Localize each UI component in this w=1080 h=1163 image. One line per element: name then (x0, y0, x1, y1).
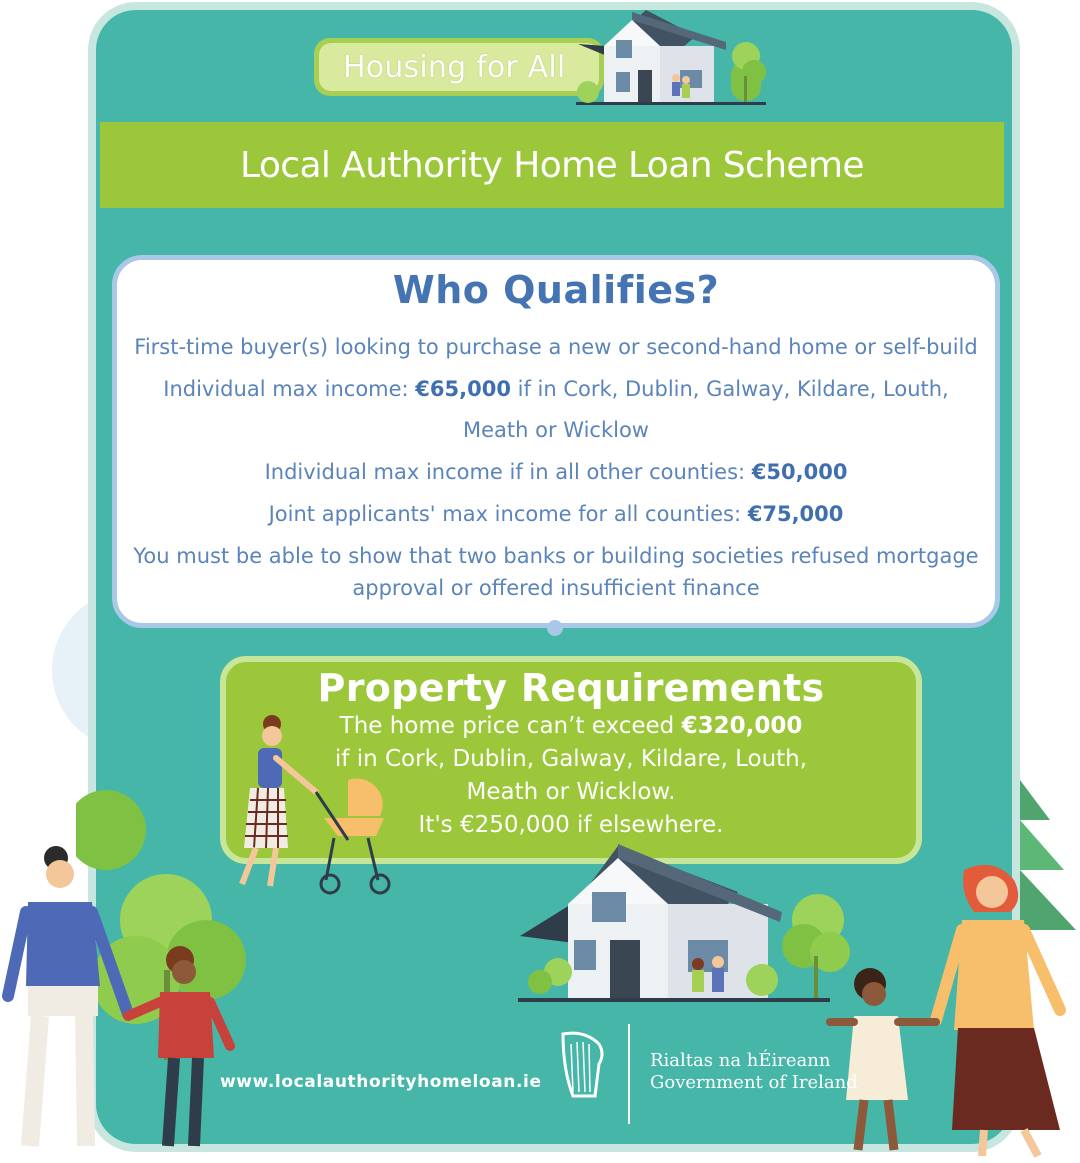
house-icon (576, 6, 776, 110)
property-line-counties-2: Meath or Wicklow. (466, 779, 676, 805)
qualifies-line2-amount: €65,000 (415, 377, 511, 401)
qualifies-line4-prefix: Individual max income if in all other counties: (264, 460, 752, 484)
footer-divider (628, 1024, 630, 1124)
qualifies-line4-amount: €50,000 (751, 460, 848, 484)
who-qualifies-card (112, 255, 1000, 628)
property-line-elsewhere: It's €250,000 if elsewhere. (418, 812, 724, 838)
website-link[interactable]: www.localauthorityhomeloan.ie (220, 1072, 542, 1092)
house-large-icon (518, 840, 858, 1012)
qualifies-line-insufficient-finance: approval or offered insufficient finance (352, 576, 760, 600)
harp-icon (555, 1030, 607, 1100)
card-connector-dot (547, 620, 563, 636)
qualifies-line2-prefix: Individual max income: (163, 377, 416, 401)
qualifies-line-first-time-buyer: First-time buyer(s) looking to purchase a new or second-hand home or self-build (134, 335, 978, 359)
housing-for-all-label: Housing for All (343, 49, 566, 85)
qualifies-line5-amount: €75,000 (747, 502, 844, 526)
property-line-counties: if in Cork, Dublin, Galway, Kildare, Louth, (334, 746, 808, 772)
scheme-title: Local Authority Home Loan Scheme (240, 144, 864, 186)
scheme-banner (100, 122, 1004, 208)
property-requirements-title: Property Requirements (317, 666, 825, 710)
housing-for-all-badge-inner (319, 43, 599, 91)
housing-for-all-badge (314, 38, 604, 96)
qualifies-line-joint-income (117, 501, 995, 527)
who-qualifies-title: Who Qualifies? (392, 268, 720, 312)
family-icon (0, 846, 240, 1158)
qualifies-line5-prefix: Joint applicants' max income for all counties: (268, 502, 748, 526)
qualifies-line-counties: Meath or Wicklow (463, 418, 649, 442)
property-line1-amount: €320,000 (681, 713, 803, 739)
property-line1-prefix: The home price can’t exceed (339, 713, 682, 739)
qualifies-line-banks-refused: You must be able to show that two banks or building societies refused mortgage (133, 544, 979, 568)
qualifies-line-individual-income-other (117, 459, 995, 485)
mother-daughter-icon (824, 860, 1076, 1160)
government-name-english: Government of Ireland (650, 1072, 858, 1093)
qualifies-line2-suffix: if in Cork, Dublin, Galway, Kildare, Louth, (510, 377, 949, 401)
qualifies-line-individual-income-high (117, 376, 995, 402)
government-name-irish: Rialtas na hÉireann (650, 1050, 831, 1071)
